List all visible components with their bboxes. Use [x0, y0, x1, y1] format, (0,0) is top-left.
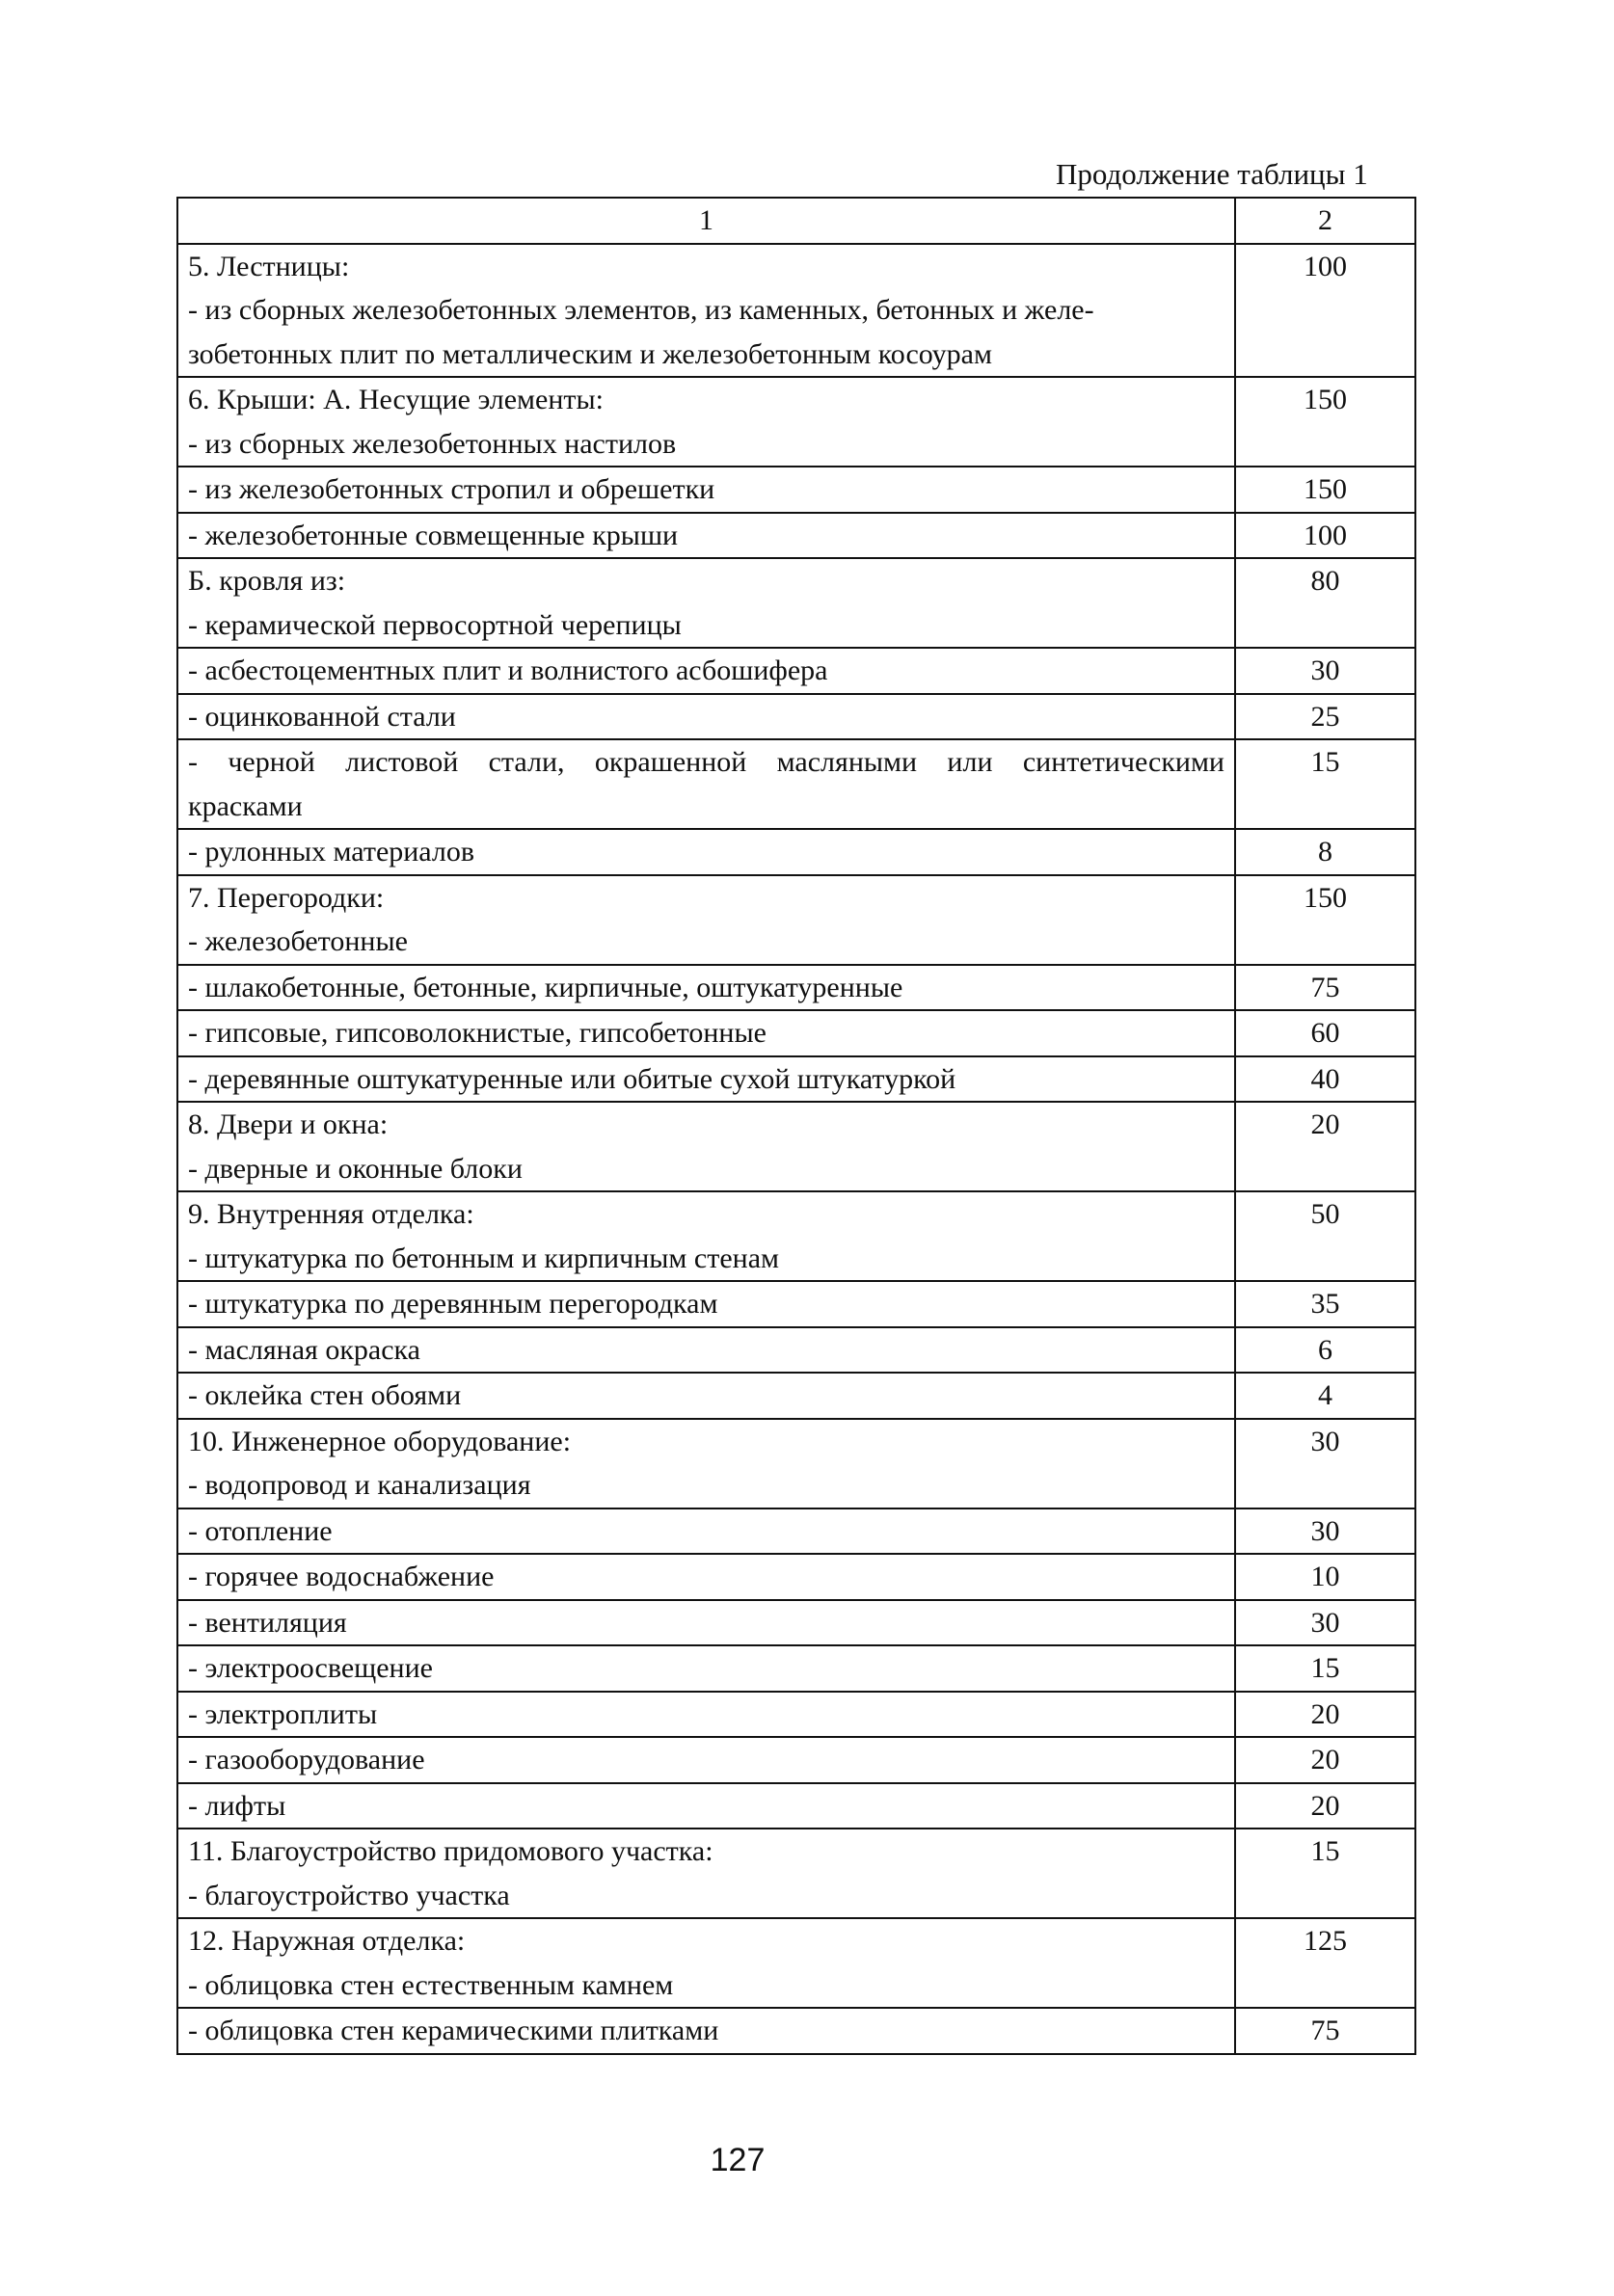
- row-value: 25: [1235, 694, 1415, 740]
- row-value: 35: [1235, 1281, 1415, 1327]
- header-cell-col1: 1: [177, 198, 1235, 244]
- row-value: 4: [1235, 1373, 1415, 1419]
- table-row: [177, 875, 1415, 965]
- row-text-line: - шлакобетонные, бетонные, кирпичные, оштукатуренные: [188, 971, 903, 1003]
- row-value: 40: [1235, 1056, 1415, 1103]
- row-description: [177, 1737, 1235, 1783]
- row-text-line: - облицовка стен керамическими плитками: [188, 2015, 719, 2046]
- row-text-line: - черной листовой стали, окрашенной масляными или синтетическими: [188, 746, 1224, 778]
- row-text-line: - электроплиты: [188, 1697, 378, 1730]
- row-description: [177, 1327, 1235, 1374]
- row-text-line: - штукатурка по бетонным и кирпичным стенам: [188, 1241, 779, 1274]
- row-description: [177, 829, 1235, 875]
- header-row: [177, 198, 1415, 244]
- table-row: [177, 1645, 1415, 1692]
- row-text-line: - из сборных железобетонных настилов: [188, 427, 677, 460]
- row-text-line: - из сборных железобетонных элементов, из каменных, бетонных и желе-: [188, 294, 1094, 326]
- row-text-line: - электроосвещение: [188, 1652, 433, 1684]
- row-text-line: 7. Перегородки:: [188, 881, 385, 914]
- row-text-line: - железобетонные: [188, 925, 408, 957]
- row-text-line: - отопление: [188, 1514, 333, 1547]
- row-description: [177, 1056, 1235, 1103]
- table-row: [177, 1056, 1415, 1103]
- row-description: [177, 875, 1235, 965]
- row-description: [177, 2008, 1235, 2054]
- row-value: 20: [1235, 1783, 1415, 1829]
- table-row: [177, 467, 1415, 513]
- row-text-line: - горячее водоснабжение: [188, 1561, 495, 1592]
- row-value: 100: [1235, 513, 1415, 559]
- table-row: [177, 694, 1415, 740]
- row-text-line: 11. Благоустройство придомового участка:: [188, 1835, 713, 1867]
- table-row: [177, 377, 1415, 467]
- row-value: 10: [1235, 1554, 1415, 1600]
- row-text-line: 9. Внутренняя отделка:: [188, 1198, 474, 1230]
- row-value: 30: [1235, 1508, 1415, 1555]
- row-value: 6: [1235, 1327, 1415, 1374]
- row-description: [177, 377, 1235, 467]
- row-text-line: - железобетонные совмещенные крыши: [188, 519, 679, 551]
- row-text-line: 8. Двери и окна:: [188, 1108, 389, 1140]
- row-text-line: - вентиляция: [188, 1606, 347, 1639]
- row-value: 75: [1235, 965, 1415, 1011]
- table-row: [177, 739, 1415, 829]
- row-value: 20: [1235, 1737, 1415, 1783]
- table-body: [177, 198, 1415, 2054]
- row-description: [177, 1373, 1235, 1419]
- row-value: 75: [1235, 2008, 1415, 2054]
- row-description: [177, 1281, 1235, 1327]
- page-number: 127: [710, 2142, 766, 2178]
- table-row: [177, 1327, 1415, 1374]
- row-description: [177, 1645, 1235, 1692]
- row-text-line: - масляная окраска: [188, 1333, 420, 1366]
- row-value: 125: [1235, 1918, 1415, 2008]
- row-value: 50: [1235, 1191, 1415, 1281]
- row-text-line: - лифты: [188, 1789, 286, 1822]
- table-row: [177, 1508, 1415, 1555]
- row-description: [177, 467, 1235, 513]
- row-value: 100: [1235, 244, 1415, 378]
- table-row: [177, 1692, 1415, 1738]
- table-caption: Продолжение таблицы 1: [1056, 157, 1368, 191]
- row-text-line: 10. Инженерное оборудование:: [188, 1425, 572, 1457]
- row-text-line: - из железобетонных стропил и обрешетки: [188, 473, 715, 505]
- row-value: 60: [1235, 1010, 1415, 1056]
- table-row: [177, 513, 1415, 559]
- table-row: [177, 1554, 1415, 1600]
- row-text-line: - газооборудование: [188, 1744, 425, 1775]
- table-row: [177, 244, 1415, 378]
- table-row: [177, 1600, 1415, 1646]
- row-description: [177, 1918, 1235, 2008]
- row-text-line: - дверные и оконные блоки: [188, 1152, 523, 1185]
- row-value: 15: [1235, 1829, 1415, 1918]
- row-description: [177, 558, 1235, 648]
- row-description: [177, 1508, 1235, 1555]
- row-text-line: 12. Наружная отделка:: [188, 1925, 466, 1957]
- table-row: [177, 1102, 1415, 1191]
- data-table: [176, 197, 1416, 2055]
- row-value: 15: [1235, 739, 1415, 829]
- row-text-line: - оклейка стен обоями: [188, 1379, 462, 1411]
- table-row: [177, 558, 1415, 648]
- row-description: [177, 513, 1235, 559]
- table-row: [177, 1829, 1415, 1918]
- row-text-line: 6. Крыши: А. Несущие элементы:: [188, 384, 605, 415]
- row-value: 150: [1235, 377, 1415, 467]
- row-value: 15: [1235, 1645, 1415, 1692]
- row-description: [177, 694, 1235, 740]
- row-description: [177, 648, 1235, 694]
- row-value: 20: [1235, 1692, 1415, 1738]
- row-text-line: - водопровод и канализация: [188, 1469, 531, 1501]
- table-row: [177, 1737, 1415, 1783]
- row-description: [177, 739, 1235, 829]
- row-text-line: - штукатурка по деревянным перегородкам: [188, 1288, 718, 1320]
- row-value: 150: [1235, 875, 1415, 965]
- row-text-line: - гипсовые, гипсоволокнистые, гипсобетонные: [188, 1017, 767, 1049]
- table-row: [177, 1281, 1415, 1327]
- row-text-line: - благоустройство участка: [188, 1879, 510, 1911]
- row-value: 30: [1235, 1600, 1415, 1646]
- row-description: [177, 1692, 1235, 1738]
- row-description: [177, 244, 1235, 378]
- row-text-line: красками: [188, 789, 303, 822]
- row-description: [177, 1102, 1235, 1191]
- row-description: [177, 1600, 1235, 1646]
- row-description: [177, 1419, 1235, 1508]
- table-row: [177, 829, 1415, 875]
- row-text-line: - асбестоцементных плит и волнистого асбошифера: [188, 654, 828, 686]
- row-value: 8: [1235, 829, 1415, 875]
- table-row: [177, 2008, 1415, 2054]
- row-description: [177, 1554, 1235, 1600]
- header-cell-col2: 2: [1235, 198, 1415, 244]
- table-row: [177, 965, 1415, 1011]
- row-value: 150: [1235, 467, 1415, 513]
- table-row: [177, 1918, 1415, 2008]
- row-text-line: - рулонных материалов: [188, 836, 475, 868]
- row-description: [177, 1010, 1235, 1056]
- row-value: 30: [1235, 1419, 1415, 1508]
- row-text-line: Б. кровля из:: [188, 565, 346, 597]
- row-value: 30: [1235, 648, 1415, 694]
- table-row: [177, 1373, 1415, 1419]
- row-text-line: - оцинкованной стали: [188, 700, 456, 733]
- row-description: [177, 1191, 1235, 1281]
- table-row: [177, 648, 1415, 694]
- table-row: [177, 1191, 1415, 1281]
- row-description: [177, 1783, 1235, 1829]
- table-row: [177, 1783, 1415, 1829]
- row-text-line: 5. Лестницы:: [188, 250, 350, 282]
- row-text-line: зобетонных плит по металлическим и железобетонным косоурам: [188, 337, 992, 370]
- row-text-line: - облицовка стен естественным камнем: [188, 1968, 674, 2001]
- row-text-line: - керамической первосортной черепицы: [188, 608, 682, 641]
- row-description: [177, 1829, 1235, 1918]
- row-description: [177, 965, 1235, 1011]
- table-row: [177, 1419, 1415, 1508]
- row-value: 80: [1235, 558, 1415, 648]
- row-value: 20: [1235, 1102, 1415, 1191]
- table-row: [177, 1010, 1415, 1056]
- row-text-line: - деревянные оштукатуренные или обитые сухой штукатуркой: [188, 1062, 956, 1095]
